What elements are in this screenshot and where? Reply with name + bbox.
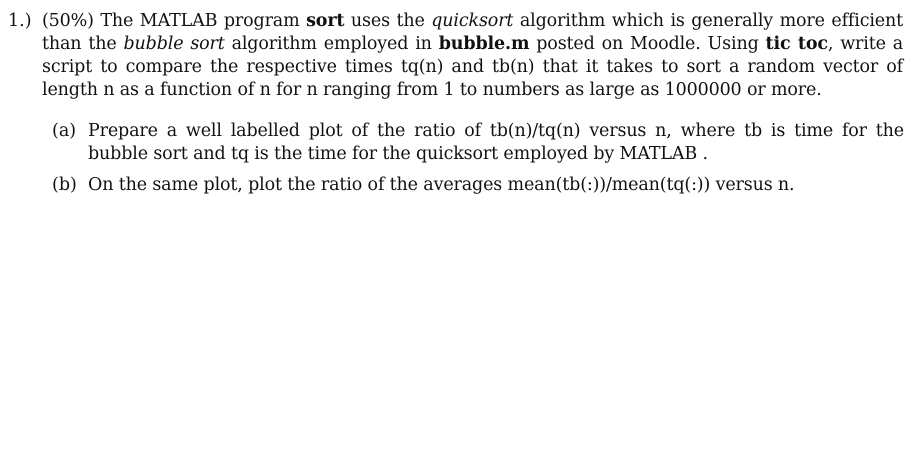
part-a	[52, 120, 904, 166]
part-label: (a)	[52, 121, 77, 141]
problem-text-segment: uses the	[350, 11, 425, 31]
problem-weight: (50%)	[42, 11, 94, 31]
problem-1	[8, 10, 903, 102]
problem-text-segment: The MATLAB program	[100, 11, 300, 31]
problem-text-segment: posted on Moodle. Using	[536, 34, 759, 54]
part-text: Prepare a well labelled plot of the ratio of tb(n)/tq(n) versus n, where tb is time for the bubble sort and tq is the time for the quicksort employed by MATLAB .	[88, 121, 904, 164]
problem-parts	[52, 120, 904, 205]
problem-text-segment: algorithm which is generally more efficient than the	[42, 11, 904, 54]
problem-text-segment: , write a script to compare the respective times tq(n) and tb(n) that it takes to sort a random vector of length n as a function of n for n ranging from 1 to numbers as large as 1000000 or more.	[42, 34, 903, 100]
problem-statement	[42, 10, 903, 102]
keyword-bubble-m: bubble.m	[438, 34, 530, 54]
part-text: On the same plot, plot the ratio of the averages mean(tb(:))/mean(tq(:)) versus n.	[88, 175, 795, 195]
term-quicksort: quicksort	[431, 11, 514, 31]
keyword-tic-toc: tic toc	[765, 34, 828, 54]
keyword-sort: sort	[306, 11, 345, 31]
part-label: (b)	[52, 175, 77, 195]
term-bubble-sort: bubble sort	[123, 34, 225, 54]
part-b	[52, 174, 904, 197]
problem-text-segment: algorithm employed in	[231, 34, 432, 54]
problem-number: 1.)	[8, 11, 32, 31]
